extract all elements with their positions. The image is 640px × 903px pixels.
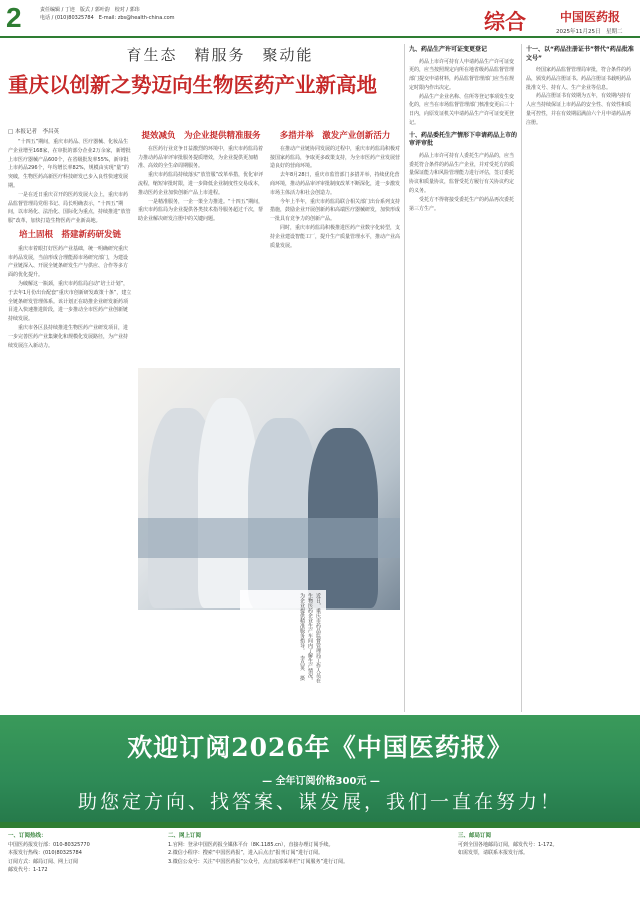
article-column-3 [270,128,400,366]
banner-title: 欢迎订阅2026年《中国医药报》 [127,733,513,762]
paragraph: 重庆市着眼打好医药产业基础，统一明确研究重庆市药品发展，当前形成合理能源市场研究部门，为建设产业链深入、开展全链条研发生产与供应、合作等多方面的优化提升。 [8,245,129,279]
news-photo [138,368,400,610]
footer-line: 如需发票，请联系本报发行部。 [458,850,529,856]
photo-caption: 近日，重庆市药品监督管理局工作人员在生物医药企业生产车间内了解生产情况，为企业提供精准服务指导。 李昌英 摄 [240,590,326,688]
page-number: 2 [6,2,22,33]
banner-slogan: 助您定方向、找答案、谋发展，我们一直在努力！ [77,791,562,813]
article-kicker: 育生态 精服务 聚动能 [126,46,314,64]
footer-middle [168,832,448,866]
article-column-5 [526,44,634,712]
footer-left [8,832,158,875]
article-column-4 [409,44,517,712]
section-heading: 提效减负 为企业提供精准服务 [141,131,261,141]
article-column-2 [138,128,264,366]
column-divider [404,44,405,712]
paragraph: 重庆市药监局持续落实“放管服”改革举措，优化审评流程，缩短审批时限，进一步降低企业制度性交易成本，推动医药企业加快创新产品上市进程。 [138,172,264,196]
paragraph: 药品注册证书有效期为五年，有效期内持有人应当持续保证上市药品的安全性、有效性和质量可控性，并在有效期届满前六个月申请药品再注册。 [526,93,632,126]
footer-heading: 三、邮局订阅 [458,833,492,839]
footer-line: 2.微信小程序：搜索“中国医药报”，进入后点击“报刊订阅”进行订阅。 [168,850,324,856]
paragraph: 同时，重庆市药监局积极推进医药产业数字化转型，支持企业建设智能工厂，提升生产质量管理水平，推动产业高质量发展。 [270,224,400,249]
footer-line: 3.微信公众号：关注“中国医药报”公众号，点击底部菜单栏“订阅服务”进行订阅。 [168,858,349,865]
meta-line: 责任编辑 / 丁迹 版式 / 郭叶韵 校对 / 郭玮 [40,7,140,13]
article-byline: □ 本报记者 李昌英 [8,129,59,135]
article-column-1 [8,138,132,713]
paragraph: 在推动产业链协同发展的过程中，重庆市药监局积极对接国家药监局，争取更多政策支持，为全市医药产业发展营造良好的营商环境。 [270,145,400,170]
header-rule [0,36,640,38]
paragraph: 一是精准服务，一企一策全力推进。“十四五”期间，重庆市药监局为企业提供各类技术指导服务超过千次，帮助企业解决研发注册中的关键问题。 [138,198,264,223]
section-heading: 十、药品委托生产情形下申请药品上市的审评审批 [409,131,517,148]
page-meta [40,6,210,22]
paragraph: 今年上半年，重庆市药监局联合相关部门出台系列支持措施，鼓励企业开展创新药和高端医疗器械研发，加快形成一批具有竞争力的创新产品。 [270,198,400,223]
lead-paragraph: “十四五”期间，重庆市药品、医疗器械、化妆品生产企业增至168家，在审批的部分企业2万余家，新增批上市医疗器械产品600个，在省级批发率55%，新审批上市药品296个，年均增长率82%，规模由实现“量”的突破，生物医药高新医疗科技研发已步入良性快速发展期。 [8,139,131,189]
paragraph: 去年8月28日，重庆市监管部门多措并举，持续优化营商环境，推动药品审评审批制度改革不断深化，进一步激发市场主体活力和社会创造力。 [270,172,400,196]
meta-line: 电话 / (010)80325784 E-mail: zbs@health-china.com [40,15,175,21]
footer-line: 邮发代号：1-172 [8,867,48,873]
section-heading: 培土固根 搭建新药研发链 [18,229,121,240]
footer-line: 可到全国各地邮局订阅，邮发代号：1-172。 [458,841,558,848]
footer-heading: 二、网上订阅 [168,833,202,839]
paragraph: 药品上市许可持有人申请药品生产许可证变更的，应当按照规定向所在地省级药品监督管理部门提交申请材料，药品监督管理部门应当在规定时限内作出决定。 [409,58,515,91]
footer-line: 中国医药报发行部：010-80325770 [8,841,90,848]
paragraph: 重庆市各区县持续推进生物医药产业研发项目，进一步完善医药产业集聚化和规模化发展路径，为产业持续发展注入新动力。 [8,324,129,349]
lead-paragraph: 一是在近日重庆召开的医药发展大会上，重庆市药品监督管理局党组书记、局长明确表示，“十四五”期间，以市场化、法治化、国际化为重点，持续推进“放管服”改革，加快打造生物医药产业新高地。 [8,191,131,225]
paragraph: 为破解这一瓶颈，重庆市药监局启动“培土计划”，于去年1月份出台配套“重庆市创新研发政策十条”，建立全链条研发管理体系。该计划正在助推企业研发新药项目进入快速推进阶段，进一步推动全市医药产业创新链持续发展。 [8,280,132,323]
banner-price: — 全年订阅价格300元 — [262,776,380,787]
issue-date: 2025年11月25日 星期二 [556,29,623,35]
section-title: 综合 [484,9,526,34]
column-divider [521,44,522,712]
footer-stripe [0,822,640,828]
paragraph: 药品生产企业名称、住所等登记事项发生变化的，应当在市场监督管理部门核准变更后三十日内，向原发证机关申请药品生产许可证变更登记。 [409,93,515,127]
paragraph: 在医药行业竞争日益激烈的环境中，重庆市药监局着力推动药品审评审批服务提质增效，为企业提供更加精准、高效的全生命周期服务。 [138,145,264,170]
footer-right [458,832,634,858]
section-heading: 十一、以“药品注册证书”替代“药品批准文号” [526,46,634,62]
footer-line: 本报发行热线：(010)80325784 [8,850,82,856]
paper-logo: 中国医药报 [560,10,621,24]
footer-heading: 一、订阅热线： [8,833,47,839]
section-heading: 九、药品生产许可证变更登记 [409,46,488,53]
article-headline: 重庆以创新之势迈向生物医药产业新高地 [8,73,377,97]
footer-line: 1.官网：登录中国医药报全媒体平台（8K.1185.cn），直接办理订阅手续。 [168,841,334,848]
paragraph: 受托方不得将接受委托生产的药品再次委托第三方生产。 [409,196,515,212]
footer-line: 订阅方式：邮局订阅、网上订阅 [8,858,79,865]
paragraph: 药品上市许可持有人委托生产药品的，应当委托符合条件的药品生产企业，并对受托方的质量保证能力和风险管理能力进行评估，签订委托协议和质量协议，监督受托方履行有关协议约定的义务。 [409,152,515,195]
paragraph: 经国家药品监督管理局审批，符合条件的药品，颁发药品注册证书。药品注册证书载明药品批准文号、持有人、生产企业等信息。 [526,67,632,91]
section-heading: 多措并举 激发产业创新活力 [279,131,391,141]
